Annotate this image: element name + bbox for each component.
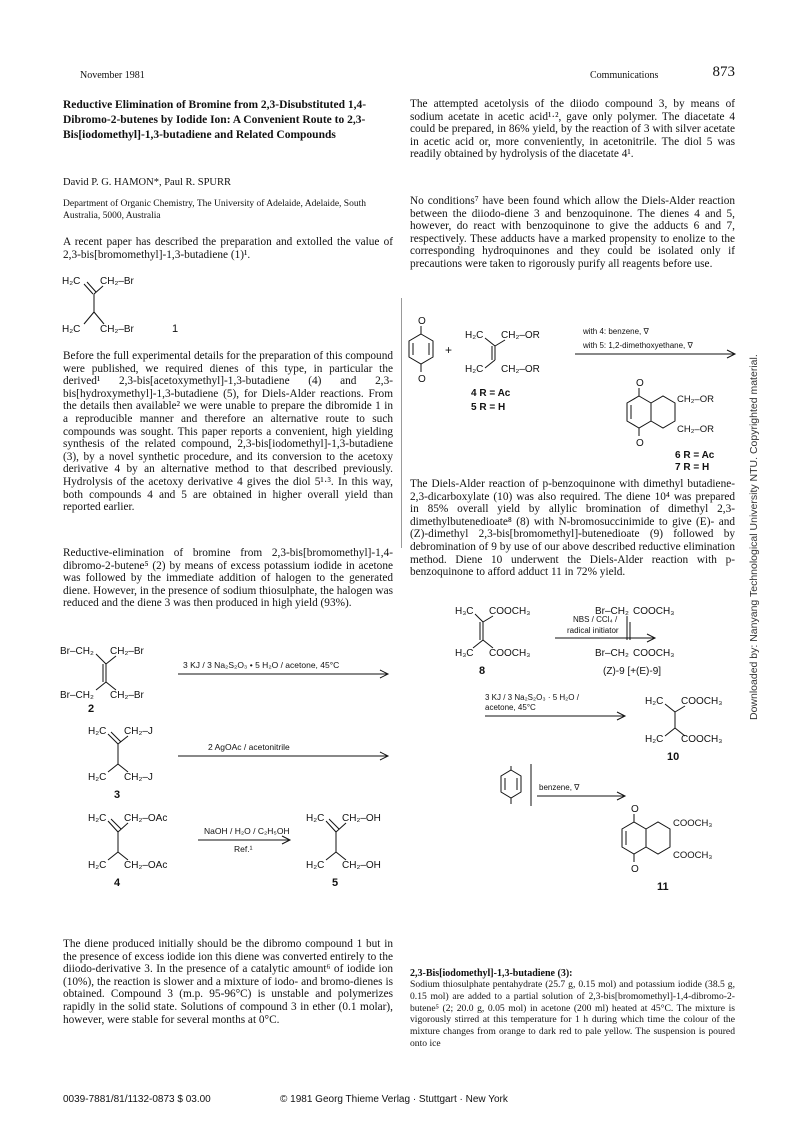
footer-code: 0039-7881/81/1132-0873 $ 03.00	[63, 1094, 211, 1105]
svg-text:3 KJ / 3 Na₂S₂O₃ · 5 H₂O /: 3 KJ / 3 Na₂S₂O₃ · 5 H₂O /	[485, 693, 579, 702]
right-paragraph-3: The Diels-Alder reaction of p-benzoquinone with dimethyl butadiene-2,3-dicarboxylate (10) was also required. The diene 10⁴ was prepared in 85% overall yield by allylic bromination of dimethyl 2,3-dimethylbutenedioate⁸ (8) with N-bromosuccinimide to give (E)- and (Z)-dimethyl 2,3-bis[bromomethyl]-butenedioate (9) followed by debromination of 9 by use of our above described reductive elimination method. Diene 10 underwent the Diels-Alder reaction with p-benzoquinone to afford adduct 11 in 72% yield.	[410, 478, 735, 579]
svg-text:H₂C: H₂C	[306, 860, 325, 871]
svg-text:CH₂–OR: CH₂–OR	[501, 330, 540, 341]
article-title: Reductive Elimination of Bromine from 2,3-Disubstituted 1,4-Dibromo-2-butenes by Iodide Ion: A Convenient Route to 2,3-Bis[iodomethyl]-1,3-butadiene and Related Compounds	[63, 99, 367, 141]
paragraph-2: Before the full experimental details for the preparation of this compound were published, we required dienes of this type, in particular the derived¹ 2,3-bis[acetoxymethyl]-1,3-butadiene (4) and 2,3-bis[hydroxymethyl]-1,3-butadiene (5), for Diels-Alder reactions. From the details then available² we were unable to prepare the dibromide 1 in a reproducible manner and therefore an alternative route to such compounds was sought. This paper reports a convenient, high yielding synthesis of the related compound, 2,3-bis[iodomethyl]-1,3-butadiene (3), by a novel synthetic procedure, and its conversion to the acetoxy derivative 4 by an alternative method to that described previously. Hydrolysis of the acetoxy derivative 4 gives the diol 5¹·³. In this way, both compounds 4 and 5 are obtained in higher overall yield than reported earlier.	[63, 350, 393, 514]
svg-text:COOCH₃: COOCH₃	[489, 648, 531, 659]
svg-text:O: O	[636, 438, 644, 449]
header-section: Communications	[590, 70, 659, 81]
svg-text:5 R = H: 5 R = H	[471, 402, 506, 413]
svg-text:Br–CH₂: Br–CH₂	[60, 646, 94, 657]
svg-text:11: 11	[657, 881, 669, 893]
right-paragraph-2: No conditions⁷ have been found which allow the Diels-Alder reaction between the diiodo-diene 3 and benzoquinone. The dienes 4 and 5, however, do react with benzoquinone to give the adducts 6 and 7, respectively. These adducts have a marked propensity to enolize to the corresponding hydroquinones and they could be isolated only if precautions were taken to rigorously purify all reagents before use.	[410, 195, 735, 270]
svg-text:CH₂–OR: CH₂–OR	[677, 394, 714, 405]
svg-text:H₃C: H₃C	[455, 606, 474, 617]
svg-text:COOCH₃: COOCH₃	[673, 850, 713, 861]
svg-text:4: 4	[114, 877, 121, 889]
scheme-right	[405, 600, 750, 905]
svg-text:1: 1	[172, 323, 179, 335]
scheme-divider	[401, 298, 402, 548]
svg-text:7 R = H: 7 R = H	[675, 462, 710, 470]
svg-text:(Z)-9 [+(E)-9]: (Z)-9 [+(E)-9]	[603, 666, 662, 677]
svg-text:CH₂–Br: CH₂–Br	[110, 690, 144, 701]
svg-text:CH₂–OAc: CH₂–OAc	[124, 860, 168, 871]
experimental-text: Sodium thiosulphate pentahydrate (25.7 g, 0.15 mol) and potassium iodide (38.5 g, 0.15 mol) are added to a partial solution of 2,3-bis[bromomethyl]-1,4-dibromo-2-butene⁵ (2; 20.0 g, 0.05 mol) in acetone (200 ml) heated at 45°C. The mixture is vigorously stirred at this temperature for 1 h during which time the colour of the mixture changes from orange to dark red to pale yellow. The suspension is poured onto ice	[410, 979, 735, 1049]
svg-text:CH₂–Br: CH₂–Br	[100, 324, 134, 335]
svg-text:Ref.¹: Ref.¹	[234, 844, 253, 854]
svg-text:CH₂–J: CH₂–J	[124, 726, 153, 737]
scheme-left	[58, 638, 403, 933]
svg-text:CH₂–Br: CH₂–Br	[100, 276, 134, 287]
footer-publisher: © 1981 Georg Thieme Verlag · Stuttgart · New York	[280, 1094, 508, 1105]
svg-text:acetone, 45°C: acetone, 45°C	[485, 703, 536, 712]
svg-text:CH₂–OH: CH₂–OH	[342, 860, 381, 871]
svg-text:3: 3	[114, 789, 121, 801]
intro-paragraph: A recent paper has described the preparation and extolled the value of 2,3-bis[bromomethyl]-1,3-butadiene (1)¹.	[63, 236, 393, 261]
svg-text:COOCH₃: COOCH₃	[681, 696, 723, 707]
svg-text:8: 8	[479, 665, 486, 677]
svg-text:+: +	[445, 343, 453, 357]
svg-text:H₂C: H₂C	[88, 726, 107, 737]
svg-text:3 KJ / 3 Na₂S₂O₃ • 5 H₂O / ace: 3 KJ / 3 Na₂S₂O₃ • 5 H₂O / acetone, 45°C	[183, 660, 340, 670]
svg-text:O: O	[418, 316, 426, 327]
svg-text:H₂C: H₂C	[645, 734, 664, 745]
svg-text:H₂C: H₂C	[306, 813, 325, 824]
svg-text:O: O	[636, 378, 644, 389]
svg-text:2: 2	[88, 703, 95, 715]
svg-text:H₂C: H₂C	[88, 860, 107, 871]
paragraph-4: The diene produced initially should be the dibromo compound 1 but in the presence of excess iodide ion this diene was converted entirely to the diiodo-derivative 3. In the presence of a catalytic amount⁶ of iodide ion (10%), the reaction is slower and a mixture of iodo- and bromo-dienes is obtained. Compound 3 (m.p. 95-96°C) is unstable and polymerizes rapidly in the solid state. Solutions of compound 3 in ether (0.1 molar), however, were stable for several months at 0°C.	[63, 938, 393, 1026]
scheme-diels-alder-6-7	[405, 310, 750, 470]
svg-text:CH₂–OR: CH₂–OR	[501, 364, 540, 375]
svg-text:H₂C: H₂C	[645, 696, 664, 707]
svg-text:H₂C: H₂C	[88, 813, 107, 824]
svg-text:4 R = Ac: 4 R = Ac	[471, 388, 511, 399]
authors: David P. G. HAMON*, Paul R. SPURR	[63, 177, 232, 188]
svg-text:COOCH₃: COOCH₃	[633, 648, 675, 659]
svg-text:H₃C: H₃C	[455, 648, 474, 659]
svg-text:NBS / CCl₄ /: NBS / CCl₄ /	[573, 615, 618, 624]
svg-text:2 AgOAc / acetonitrile: 2 AgOAc / acetonitrile	[208, 742, 290, 752]
structure-compound-1	[60, 270, 260, 340]
svg-text:Br–CH₂: Br–CH₂	[595, 606, 629, 617]
experimental-section	[410, 968, 735, 1050]
svg-text:CH₂–OR: CH₂–OR	[677, 424, 714, 435]
svg-text:5: 5	[332, 877, 339, 889]
svg-text:NaOH / H₂O / C₂H₅OH: NaOH / H₂O / C₂H₅OH	[204, 826, 290, 836]
svg-text:H₂C: H₂C	[88, 772, 107, 783]
svg-text:H₂C: H₂C	[62, 324, 81, 335]
svg-text:Br–CH₂: Br–CH₂	[60, 690, 94, 701]
svg-text:radical initiator: radical initiator	[567, 626, 619, 635]
svg-text:Br–CH₂: Br–CH₂	[595, 648, 629, 659]
svg-text:CH₂–J: CH₂–J	[124, 772, 153, 783]
svg-text:O: O	[418, 374, 426, 385]
svg-text:CH₂–Br: CH₂–Br	[110, 646, 144, 657]
paragraph-3: Reductive-elimination of bromine from 2,3-bis[bromomethyl]-1,4-dibromo-2-butene⁵ (2) by means of excess potassium iodide in acetone was followed by the immediate addition of halogen to the generated diene. However, in the presence of sodium thiosulphate, the halogen was reduced and the diene 3 was then produced in high yield (93%).	[63, 547, 393, 610]
right-paragraph-1: The attempted acetolysis of the diiodo compound 3, by means of sodium acetate in acetic acid¹·², gave only polymer. The diacetate 4 could be prepared, in 86% yield, by the reaction of 3 with silver acetate in acetic acid or, more conveniently, in acetonitrile. The diol 5 was readily obtained by hydrolysis of the diacetate 4¹.	[410, 98, 735, 161]
svg-text:6 R = Ac: 6 R = Ac	[675, 450, 715, 461]
svg-text:CH₂–OAc: CH₂–OAc	[124, 813, 168, 824]
experimental-title: 2,3-Bis[iodomethyl]-1,3-butadiene (3):	[410, 968, 573, 979]
svg-text:H₂C: H₂C	[465, 330, 484, 341]
svg-text:with 5: 1,2-dimethoxyethane, ∇: with 5: 1,2-dimethoxyethane, ∇	[583, 341, 693, 350]
affiliation: Department of Organic Chemistry, The University of Adelaide, Adelaide, South Australia, 5000, Australia	[63, 199, 366, 221]
svg-text:H₂C: H₂C	[465, 364, 484, 375]
header-date: November 1981	[80, 70, 145, 81]
svg-text:O: O	[631, 864, 639, 875]
svg-text:O: O	[631, 804, 639, 815]
svg-text:COOCH₃: COOCH₃	[681, 734, 723, 745]
page-number: 873	[712, 64, 735, 80]
svg-text:COOCH₃: COOCH₃	[673, 818, 713, 829]
svg-text:10: 10	[667, 751, 680, 763]
svg-text:CH₂–OH: CH₂–OH	[342, 813, 381, 824]
download-notice: Downloaded by: Nanyang Technological University NTU. Copyrighted material.	[748, 354, 760, 720]
svg-text:H₂C: H₂C	[62, 276, 81, 287]
svg-text:COOCH₃: COOCH₃	[633, 606, 675, 617]
svg-text:COOCH₃: COOCH₃	[489, 606, 531, 617]
svg-text:with 4: benzene, ∇: with 4: benzene, ∇	[583, 327, 649, 336]
svg-text:benzene, ∇: benzene, ∇	[539, 783, 580, 792]
